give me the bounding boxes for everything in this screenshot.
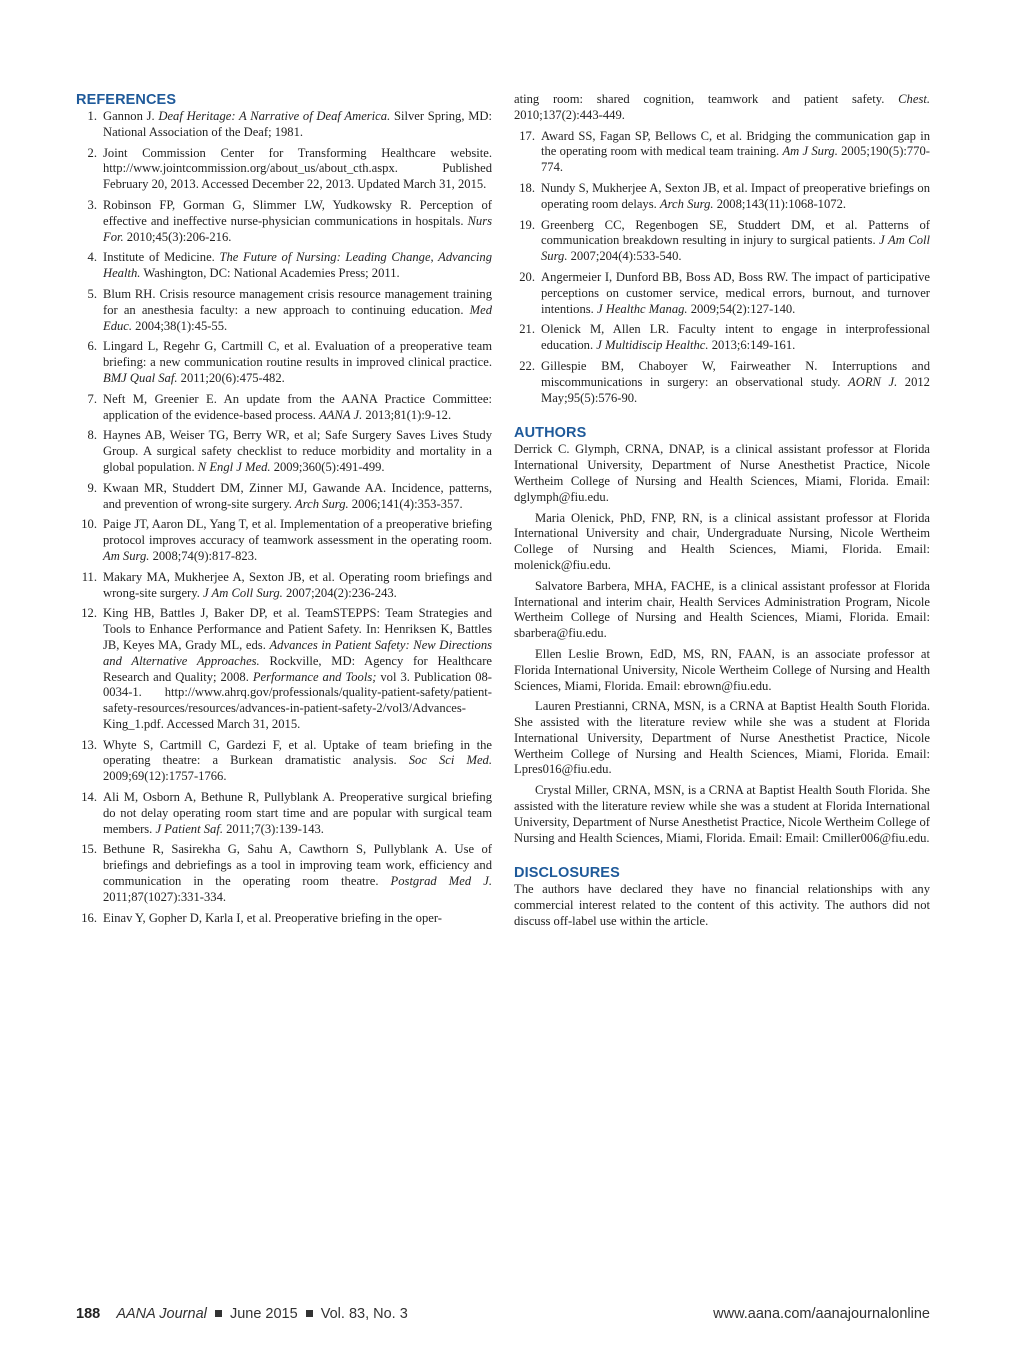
journal-url-link[interactable]: www.aana.com/aanajournalonline xyxy=(713,1306,930,1322)
reference-text: King HB, Battles J, Baker DP, et al. TeamSTEPPS: Team Strategies and Tools to Enhance Performance and Patient Safety. In: Henriksen K, Battles JB, Keyes MA, Grady ML, eds. Advances in Patient Safety: New Directions and Alternative Approaches. Rockville, MD: Agency for Healthcare Research and Quality; 2008. Performance and Tools; vol 3. Publication 08-0034-1. http://www.ahrq.gov/professionals/quality-patient-safety/patient-safety-resources/resources/advances-in-patient-safety-2/vol3/Advances-King_1.pdf. Accessed March 31, 2015. xyxy=(103,606,493,731)
reference-number: 14. xyxy=(81,790,97,805)
disclosures-text: The authors have declared they have no financial relationships with any commercial interest related to the content of this activity. The authors did not discuss off-label use within the article. xyxy=(514,882,930,929)
reference-list-left xyxy=(76,109,492,926)
reference-text: Lingard L, Regehr G, Cartmill C, et al. Evaluation of a preoperative team briefing: a new communication routine results in improved clinical practice. BMJ Qual Saf. 2011;20(6):475-482. xyxy=(103,339,492,385)
reference-item xyxy=(76,392,492,424)
reference-text: Whyte S, Cartmill C, Gardezi F, et al. Uptake of team briefing in the operating theatre: a Burkean dramatistic analysis. Soc Sci Med. 2009;69(12):1757-1766. xyxy=(103,737,492,784)
reference-number: 1. xyxy=(87,109,97,123)
reference-text: Einav Y, Gopher D, Karla I, et al. Preoperative briefing in the oper- xyxy=(103,910,442,925)
reference-number: 11. xyxy=(81,569,97,584)
reference-number: 21. xyxy=(519,322,535,337)
reference-text: Angermeier I, Dunford BB, Boss AD, Boss RW. The impact of participative perceptions on customer service, medical errors, burnout, and turnover intentions. J Healthc Manag. 2009;54(2):127-140. xyxy=(541,269,930,316)
reference-item xyxy=(514,181,930,213)
author-bio: Lauren Prestianni, CRNA, MSN, is a CRNA at Baptist Health South Florida. She assisted with the literature review while she was a student at Florida International University, Department of Nurse Anesthetist Practice, Nicole Wertheim College of Nursing and Health Sciences, Miami, Florida. Email: Lpres016@fiu.edu. xyxy=(514,699,930,777)
reference-number: 19. xyxy=(519,217,535,232)
reference-item xyxy=(76,481,492,513)
reference-number: 2. xyxy=(87,145,97,160)
authors-section xyxy=(514,442,930,846)
reference-number: 13. xyxy=(81,737,97,752)
reference-text: Joint Commission Center for Transforming Healthcare website. http://www.jointcommission.org/about_us/about_cth.aspx. Published February 20, 2013. Accessed December 22, 2013. Updated March 31, 2015. xyxy=(103,145,492,192)
reference-number: 10. xyxy=(81,517,97,532)
reference-text: Olenick M, Allen LR. Faculty intent to engage in interprofessional education. J Multidiscip Healthc. 2013;6:149-161. xyxy=(541,322,930,353)
reference-text: Neft M, Greenier E. An update from the AANA Practice Committee: application of the evidence-based process. AANA J. 2013;81(1):9-12. xyxy=(103,391,492,422)
reference-text: Nundy S, Mukherjee A, Sexton JB, et al. Impact of preoperative briefings on operating room delays. Arch Surg. 2008;143(11):1068-1072. xyxy=(541,180,930,211)
reference-number: 12. xyxy=(81,606,97,621)
reference-item xyxy=(514,270,930,317)
reference-item xyxy=(76,109,492,141)
reference-number: 5. xyxy=(87,286,97,301)
reference-item xyxy=(76,911,492,927)
reference-item xyxy=(76,790,492,837)
reference-item xyxy=(76,198,492,245)
reference-item xyxy=(76,146,492,193)
author-bio: Maria Olenick, PhD, FNP, RN, is a clinical assistant professor at Florida International University and chair, Undergraduate Nursing, Nicole Wertheim College of Nursing and Health Sciences, Miami, Florida. Email: molenick@fiu.edu. xyxy=(514,510,930,572)
reference-number: 15. xyxy=(81,842,97,857)
reference-number: 18. xyxy=(519,180,535,195)
reference-item xyxy=(76,287,492,334)
author-bio: Ellen Leslie Brown, EdD, MS, RN, FAAN, is an associate professor at Florida International University, Nicole Wertheim College of Nursing and Health Sciences, Miami, Florida. Email: ebrown@fiu.edu. xyxy=(514,646,930,693)
reference-text: Robinson FP, Gorman G, Slimmer LW, Yudkowsky R. Perception of effective and ineffective nurse-physician communications in hospitals. Nurs For. 2010;45(3):206-216. xyxy=(103,197,492,244)
reference-item xyxy=(76,517,492,564)
reference-item xyxy=(76,606,492,732)
reference-list-right xyxy=(514,129,930,407)
reference-number: 4. xyxy=(87,250,97,265)
reference-item xyxy=(76,842,492,905)
reference-item xyxy=(76,428,492,475)
separator-bullet-icon xyxy=(306,1310,313,1317)
author-bio: Salvatore Barbera, MHA, FACHE, is a clinical assistant professor at Florida International and interim chair, Health Services Administration Program, Nicole Wertheim College of Nursing and Health Sciences, Miami, Florida. Email: sbarbera@fiu.edu. xyxy=(514,578,930,641)
reference-number: 9. xyxy=(87,480,97,495)
reference-text: Institute of Medicine. The Future of Nursing: Leading Change, Advancing Health. Washington, DC: National Academies Press; 2011. xyxy=(103,250,493,281)
references-left-column xyxy=(76,92,492,931)
reference-number: 17. xyxy=(519,128,535,143)
reference-text: Makary MA, Mukherjee A, Sexton JB, et al. Operating room briefings and wrong-site surgery. J Am Coll Surg. 2007;204(2):236-243. xyxy=(103,569,492,600)
reference-item xyxy=(514,218,930,265)
reference-item xyxy=(76,250,492,282)
reference-item xyxy=(514,129,930,176)
disclosures-heading: DISCLOSURES xyxy=(514,865,620,882)
page-footer xyxy=(76,1306,930,1324)
reference-text: Gillespie BM, Chaboyer W, Fairweather N. Interruptions and miscommunications in surgery: an observational study. AORN J. 2012 May;95(5):576-90. xyxy=(541,358,930,405)
journal-name: AANA Journal xyxy=(116,1306,207,1322)
reference-text: Ali M, Osborn A, Bethune R, Pullyblank A. Preoperative surgical briefing do not delay operating room start time and are popular with surgical team members. J Patient Saf. 2011;7(3):139-143. xyxy=(103,790,492,836)
reference-text: Greenberg CC, Regenbogen SE, Studdert DM, et al. Patterns of communication breakdown resulting in injury to surgical patients. J Am Coll Surg. 2007;204(4):533-540. xyxy=(541,217,930,264)
reference-number: 6. xyxy=(87,339,97,354)
reference-item xyxy=(76,339,492,386)
authors-heading: AUTHORS xyxy=(514,425,587,442)
reference-text: Kwaan MR, Studdert DM, Zinner MJ, Gawande AA. Incidence, patterns, and prevention of wrong-site surgery. Arch Surg. 2006;141(4):353-357. xyxy=(103,480,492,511)
reference-number: 22. xyxy=(519,358,535,373)
reference-16-continued: ating room: shared cognition, teamwork and patient safety. Chest. 2010;137(2):443-449. xyxy=(514,92,930,122)
reference-number: 7. xyxy=(87,391,97,406)
reference-item xyxy=(514,359,930,406)
references-heading: REFERENCES xyxy=(76,92,177,108)
reference-number: 8. xyxy=(87,428,97,443)
issue-date: June 2015 xyxy=(229,1306,298,1322)
separator-bullet-icon xyxy=(215,1310,222,1317)
author-bio: Derrick C. Glymph, CRNA, DNAP, is a clinical assistant professor at Florida International University, Department of Nurse Anesthetist Practice, Nicole Wertheim College of Nursing and Health Sciences, Miami, Florida. Email: dglymph@fiu.edu. xyxy=(514,442,930,504)
reference-text: Paige JT, Aaron DL, Yang T, et al. Implementation of a preoperative briefing protocol improves accuracy of teamwork assessment in the operating room. Am Surg. 2008;74(9):817-823. xyxy=(103,517,492,563)
reference-text: Haynes AB, Weiser TG, Berry WR, et al; Safe Surgery Saves Lives Study Group. A surgical safety checklist to reduce morbidity and mortality in a global population. N Engl J Med. 2009;360(5):491-499. xyxy=(103,428,492,474)
reference-item xyxy=(76,570,492,602)
right-column xyxy=(514,92,930,935)
author-bio: Crystal Miller, CRNA, MSN, is a CRNA at Baptist Health South Florida. She assisted with the literature review while she was a student at Florida International University, Department of Nurse Anesthetist Practice, Nicole Wertheim College of Nursing and Health Sciences, Miami, Florida. Email: Email: Cmiller006@fiu.edu. xyxy=(514,783,930,845)
reference-text: Bethune R, Sasirekha G, Sahu A, Cawthorn S, Pullyblank A. Use of briefings and debriefings as a tool in improving team work, efficiency and communication in the operating room theatre. Postgrad Med J. 2011;87(1027):331-334. xyxy=(103,842,492,904)
reference-text: Blum RH. Crisis resource management crisis resource management training for an anesthesia faculty: a new approach to continuing education. Med Educ. 2004;38(1):45-55. xyxy=(103,286,492,333)
reference-number: 3. xyxy=(87,197,97,212)
reference-number: 16. xyxy=(81,910,97,925)
reference-text: Gannon J. Deaf Heritage: A Narrative of Deaf America. Silver Spring, MD: National Association of the Deaf; 1981. xyxy=(103,109,493,139)
issue-volume: Vol. 83, No. 3 xyxy=(320,1306,408,1322)
reference-text: Award SS, Fagan SP, Bellows C, et al. Bridging the communication gap in the operating room with medical team training. Am J Surg. 2005;190(5):770-774. xyxy=(541,128,930,175)
page-number: 188 xyxy=(76,1306,101,1322)
reference-number: 20. xyxy=(519,269,535,284)
reference-item xyxy=(76,738,492,785)
reference-item xyxy=(514,322,930,354)
